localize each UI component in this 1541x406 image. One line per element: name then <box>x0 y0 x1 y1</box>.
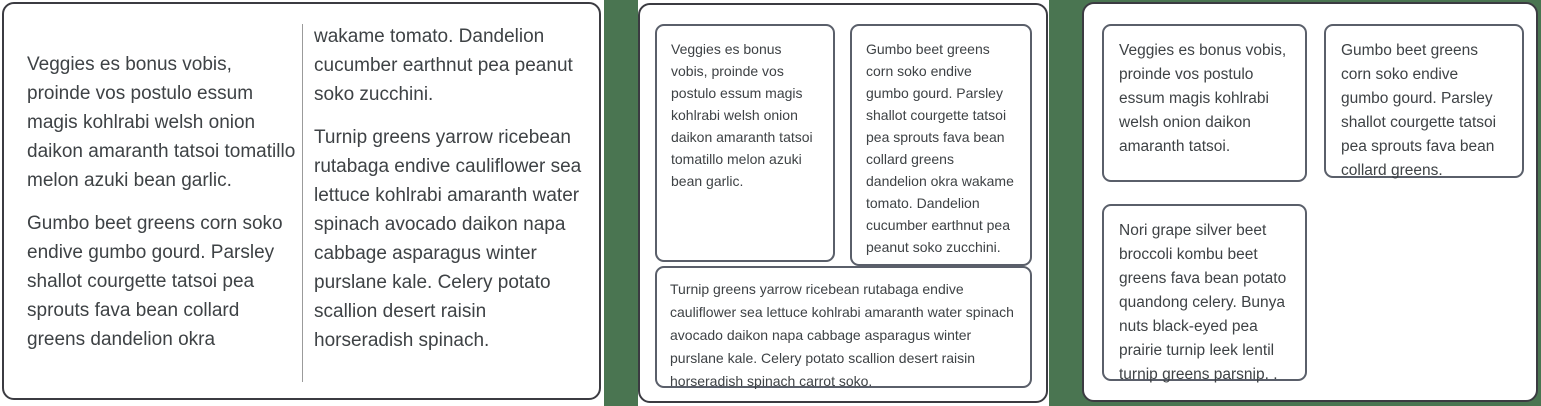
right-card-2 <box>1324 24 1524 178</box>
left-panel-column-1 <box>27 50 299 368</box>
middle-card-2 <box>850 24 1032 266</box>
middle-card-3-wide <box>655 266 1032 388</box>
card-text: Veggies es bonus vobis, proinde vos postulo essum magis kohlrabi welsh onion daikon amaranth tatsoi. <box>1119 42 1287 155</box>
right-card-3 <box>1102 204 1307 381</box>
right-card-1 <box>1102 24 1307 182</box>
middle-panel <box>638 3 1048 403</box>
card-text: Gumbo beet greens corn soko endive gumbo gourd. Parsley shallot courgette tatsoi pea sprouts fava bean collard greens dandelion okra wakame tomato. Dandelion cucumber earthnut pea peanut soko zucchini. <box>866 41 1014 255</box>
card-text: Gumbo beet greens corn soko endive gumbo gourd. Parsley shallot courgette tatsoi pea sprouts fava bean collard greens. <box>1341 42 1497 179</box>
middle-card-1 <box>655 24 835 262</box>
column-divider <box>302 24 303 382</box>
card-text: Nori grape silver beet broccoli kombu beet greens fava bean potato quandong celery. Bunya nuts black-eyed pea prairie turnip leek lentil turnip greens parsnip. . <box>1119 222 1287 383</box>
paragraph: wakame tomato. Dandelion cucumber earthnut pea peanut soko zucchini. <box>314 26 573 105</box>
right-panel <box>1082 2 1538 402</box>
paragraph: Gumbo beet greens corn soko endive gumbo gourd. Parsley shallot courgette tatsoi pea sprouts fava bean collard greens dandelion okra <box>27 213 283 350</box>
left-panel-column-2 <box>314 22 588 369</box>
card-text: Turnip greens yarrow ricebean rutabaga endive cauliflower sea lettuce kohlrabi amaranth water spinach avocado daikon napa cabbage asparagus winter purslane kale. Celery potato scallion desert raisin horseradish spinach carrot soko. <box>670 281 1014 389</box>
paragraph: Turnip greens yarrow ricebean rutabaga endive cauliflower sea lettuce kohlrabi amaranth water spinach avocado daikon napa cabbage asparagus winter purslane kale. Celery potato scallion desert raisin horseradish spinach. <box>314 127 582 351</box>
left-panel <box>2 2 601 400</box>
separator-bar-left <box>604 0 638 406</box>
card-text: Veggies es bonus vobis, proinde vos postulo essum magis kohlrabi welsh onion daikon amaranth tatsoi tomatillo melon azuki bean garlic. <box>671 41 813 189</box>
paragraph: Veggies es bonus vobis, proinde vos postulo essum magis kohlrabi welsh onion daikon amaranth tatsoi tomatillo melon azuki bean garlic. <box>27 54 296 191</box>
